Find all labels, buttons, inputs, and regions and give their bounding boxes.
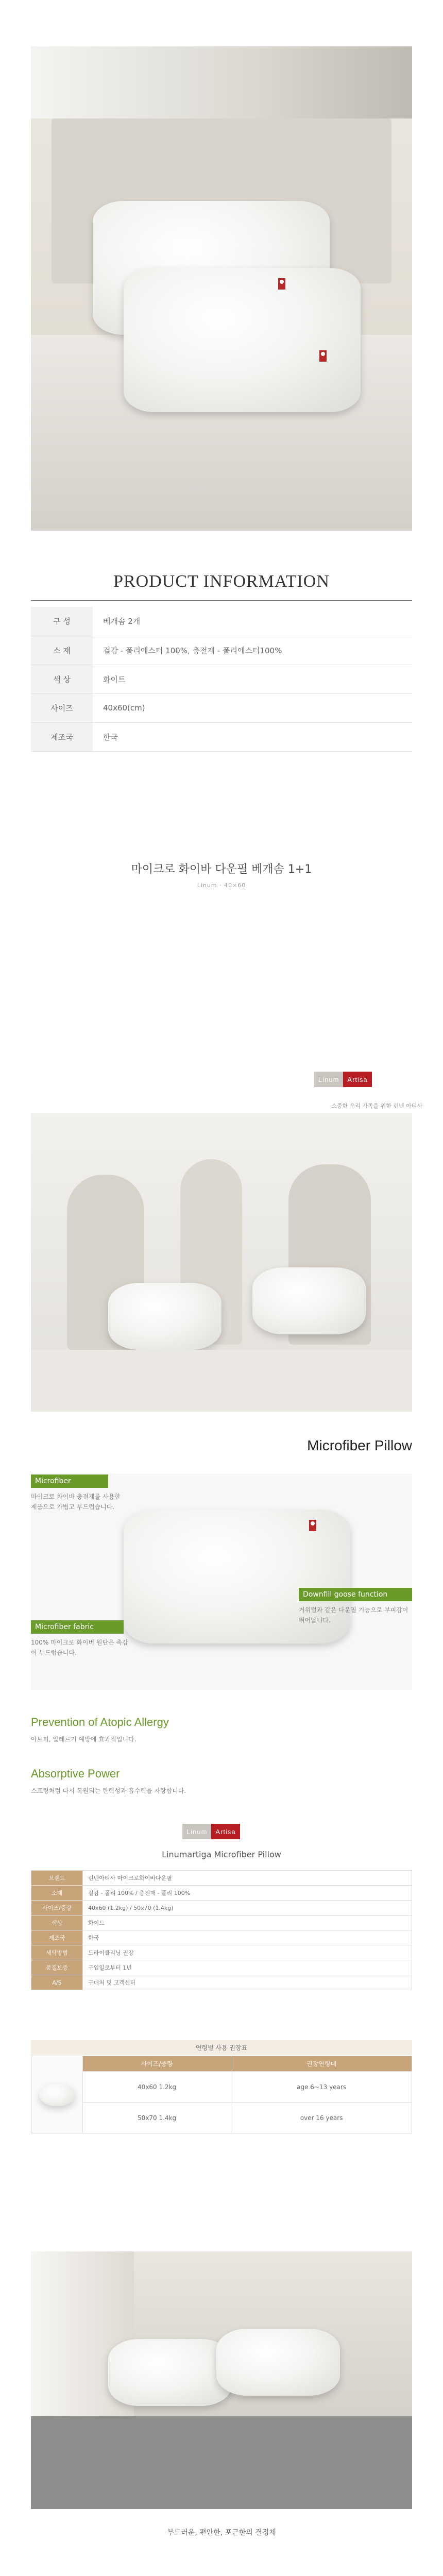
- table-row: 소재 겉감 - 폴리 100% / 충전재 - 폴리 100%: [31, 1886, 412, 1901]
- spec-table: [31, 1870, 412, 1990]
- prevention-title: Prevention of Atopic Allergy: [31, 1716, 169, 1728]
- pillow: [216, 2329, 340, 2396]
- pillow: [108, 2339, 232, 2406]
- table-row: 제조국 한국: [31, 1930, 412, 1945]
- pillow-front: [124, 268, 361, 412]
- section-title: Microfiber Pillow: [307, 1437, 412, 1453]
- product-name: 마이크로 화이바 다운필 베개솜 1+1: [131, 863, 312, 876]
- table-row: A/S 구매처 및 고객센터: [31, 1975, 412, 1990]
- table-row: 색 상 화이트: [31, 665, 412, 693]
- table-row: 세탁방법 드라이클리닝 권장: [31, 1945, 412, 1960]
- table-row: 50x70 1.4kg over 16 years: [31, 2103, 412, 2133]
- label-downfill: Downfill goose function: [299, 1588, 412, 1601]
- table-row: 40x60 1.2kg age 6~13 years: [31, 2072, 412, 2103]
- downfill-desc: 거위털과 같은 다운필 기능으로 부피감이 뛰어납니다.: [299, 1606, 408, 1624]
- product-info-table: [31, 607, 412, 752]
- hero-caption: 소중한 우리 가족을 위한 린넨 아티사: [331, 1103, 422, 1109]
- prevention-desc: 아토피, 알레르기 예방에 효과적입니다.: [31, 1736, 137, 1743]
- spec-title: Linumartiga Microfiber Pillow: [162, 1850, 281, 1859]
- capacity-table: [31, 2056, 412, 2133]
- pillow: [252, 1267, 366, 1334]
- brand-logo: Linum Artisa: [314, 1072, 372, 1087]
- table-row: 구 성 베개솜 2개: [31, 607, 412, 636]
- bed: [31, 1350, 412, 1412]
- product-info-title: PRODUCT INFORMATION: [113, 572, 330, 591]
- product-subtitle: Linum · 40×60: [197, 882, 246, 889]
- table-row: 브랜드 린넨아티사 마이크로화이바다운필: [31, 1871, 412, 1886]
- lifestyle-caption: 부드러운, 편안한, 포근한의 결정체: [167, 2529, 276, 2537]
- window: [31, 46, 412, 118]
- pillow-tag: [319, 350, 327, 362]
- label-microfiber-fabric: Microfiber fabric: [31, 1620, 124, 1634]
- bedroom-photo: [31, 2251, 412, 2509]
- microfiber-desc: 마이크로 화이바 충전재를 사용한 제품으로 가볍고 부드럽습니다.: [31, 1493, 121, 1511]
- table-row: 색상 화이트: [31, 1916, 412, 1930]
- family-photo: [31, 1113, 412, 1412]
- absorptive-title: Absorptive Power: [31, 1767, 120, 1780]
- divider: [31, 600, 412, 601]
- hero-photo: [31, 46, 412, 531]
- table-row: 제조국 한국: [31, 722, 412, 751]
- pillow: [108, 1283, 222, 1350]
- gray-blanket: [31, 2416, 412, 2509]
- brand-logo: Linum Artisa: [182, 1824, 240, 1839]
- fabric-desc: 100% 마이크로 화이버 원단은 촉감이 부드럽습니다.: [31, 1639, 128, 1657]
- absorptive-desc: 스프링처럼 다시 복원되는 탄력성과 흡수력을 자랑합니다.: [31, 1787, 186, 1794]
- table-row: 사이즈 40x60(cm): [31, 693, 412, 722]
- table-row: 품질보증 구입일로부터 1년: [31, 1960, 412, 1975]
- label-microfiber: Microfiber: [31, 1475, 108, 1488]
- pillow-tag: [309, 1520, 316, 1531]
- pillow: [39, 2083, 75, 2106]
- capacity-title: 연령별 사용 권장표: [31, 2040, 412, 2055]
- pillow-tag: [278, 278, 285, 290]
- table-row: 소 재 겉감 - 폴리에스터 100%, 충전재 - 폴리에스터100%: [31, 636, 412, 665]
- pillow-thumb: [31, 2056, 83, 2133]
- table-row: 사이즈/중량 40x60 (1.2kg) / 50x70 (1.4kg): [31, 1901, 412, 1916]
- table-row: 사이즈/중량 권장연령대: [31, 2056, 412, 2072]
